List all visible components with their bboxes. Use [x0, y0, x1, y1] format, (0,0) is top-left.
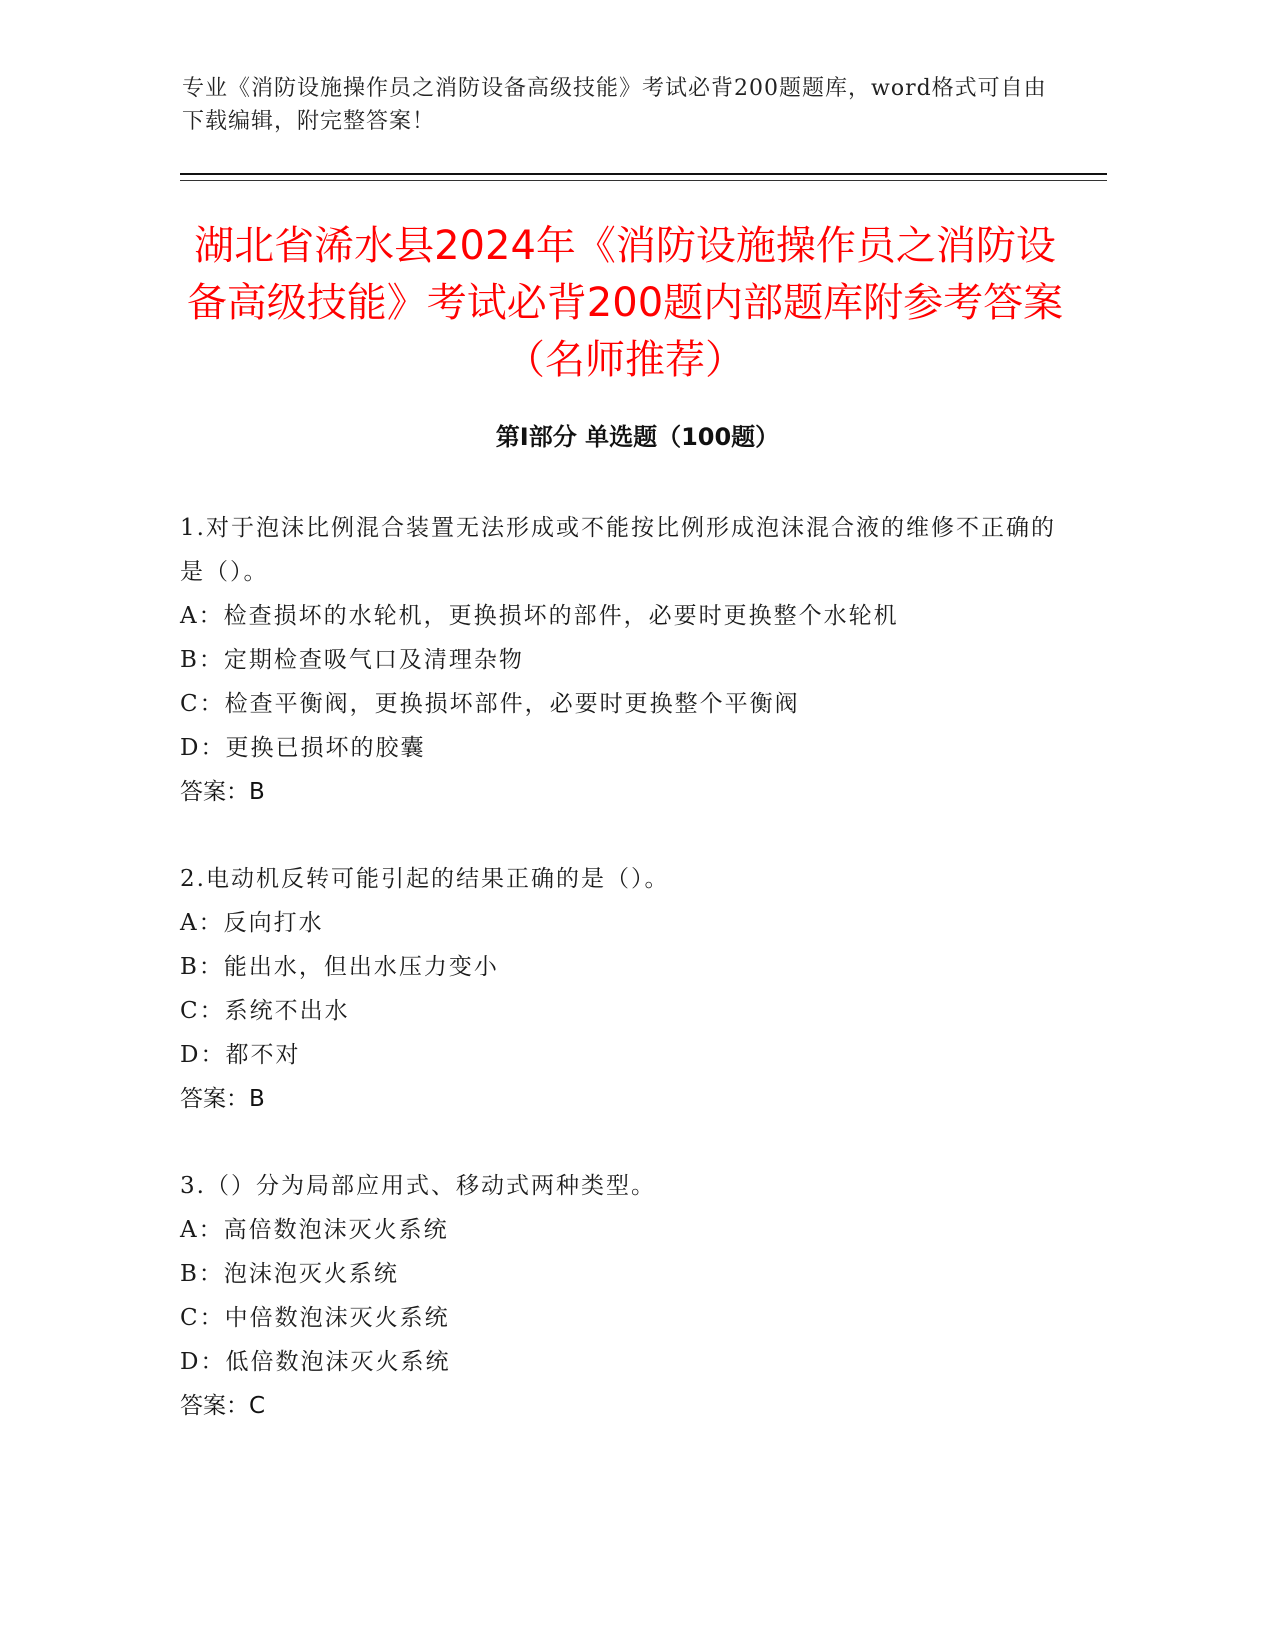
question-1: [180, 506, 1060, 814]
option-d: D：低倍数泡沫灭火系统: [180, 1349, 451, 1375]
question-3: [180, 1164, 1060, 1428]
option-b: B：定期检查吸气口及清理杂物: [180, 647, 524, 673]
option-b: B：泡沫泡灭火系统: [180, 1261, 399, 1287]
option-c: C：检查平衡阀，更换损坏部件，必要时更换整个平衡阀: [180, 691, 800, 717]
question-stem: 3.（）分为局部应用式、移动式两种类型。: [180, 1173, 656, 1199]
option-d: D：更换已损坏的胶囊: [180, 735, 426, 761]
answer: 答案：B: [180, 1086, 265, 1112]
option-b: B：能出水，但出水压力变小: [180, 954, 499, 980]
header-divider: [180, 173, 1107, 175]
option-a: A：检查损坏的水轮机，更换损坏的部件，必要时更换整个水轮机: [180, 603, 899, 629]
section-heading: 第Ⅰ部分 单选题（100题）: [495, 423, 780, 451]
option-d: D：都不对: [180, 1042, 301, 1068]
option-c: C：系统不出水: [180, 998, 350, 1024]
answer: 答案：B: [180, 779, 265, 805]
question-stem: 1.对于泡沫比例混合装置无法形成或不能按比例形成泡沫混合液的维修不正确的是（）。: [180, 515, 1056, 585]
option-a: A：反向打水: [180, 910, 324, 936]
header-note: 专业《消防设施操作员之消防设备高级技能》考试必背200题题库，word格式可自由下载编辑，附完整答案！: [182, 76, 1047, 134]
option-c: C：中倍数泡沫灭火系统: [180, 1305, 450, 1331]
answer: 答案：C: [180, 1393, 266, 1419]
question-2: [180, 857, 1060, 1121]
header-divider-thin: [180, 180, 1107, 181]
question-stem: 2.电动机反转可能引起的结果正确的是（）。: [180, 866, 670, 892]
question-list: [180, 506, 1060, 1471]
option-a: A：高倍数泡沫灭火系统: [180, 1217, 449, 1243]
document-title: 湖北省浠水县2024年《消防设施操作员之消防设备高级技能》考试必背200题内部题库附参考答案（名师推荐）: [186, 223, 1064, 383]
